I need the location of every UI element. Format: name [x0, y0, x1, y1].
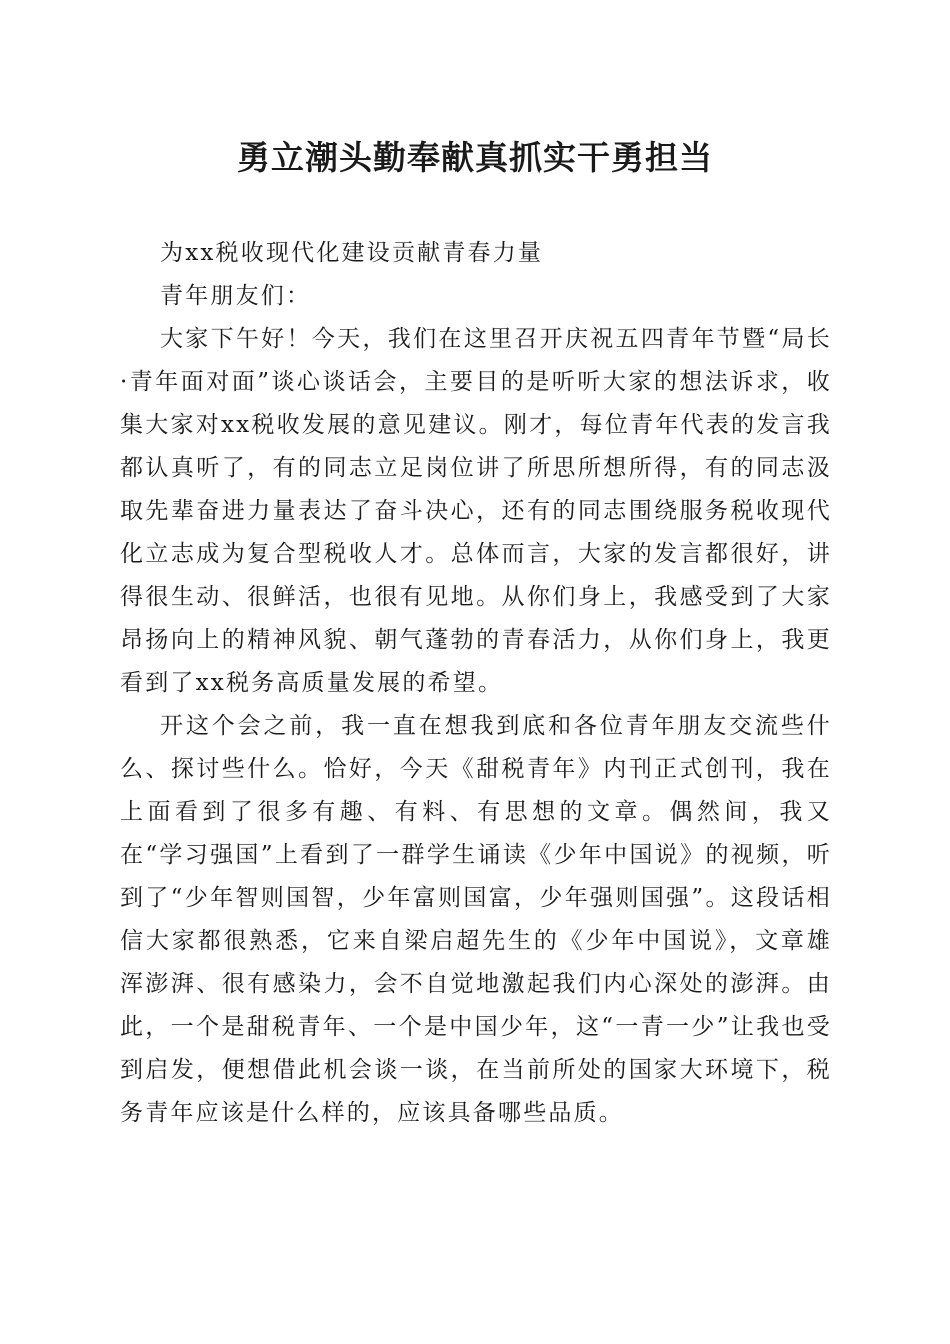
document-body	[120, 232, 832, 1135]
subtitle-line: 为xx税收现代化建设贡献青春力量	[160, 240, 544, 266]
body-paragraph-1: 大家下午好！今天，我们在这里召开庆祝五四青年节暨“局长·青年面对面”谈心谈话会，主要目的是听听大家的想法诉求，收集大家对xx税收发展的意见建议。刚才，每位青年代表的发言我都认真听了，有的同志立足岗位讲了所思所想所得，有的同志汲取先辈奋进力量表达了奋斗决心，还有的同志围绕服务税收现代化立志成为复合型税收人才。总体而言，大家的发言都很好，讲得很生动、很鲜活，也很有见地。从你们身上，我感受到了大家昂扬向上的精神风貌、朝气蓬勃的青春活力，从你们身上，我更看到了xx税务高质量发展的希望。	[120, 326, 832, 696]
body-paragraph-2: 开这个会之前，我一直在想我到底和各位青年朋友交流些什么、探讨些什么。恰好，今天《甜税青年》内刊正式创刊，我在上面看到了很多有趣、有料、有思想的文章。偶然间，我又在“学习强国”上看到了一群学生诵读《少年中国说》的视频，听到了“少年智则国智，少年富则国富，少年强则国强”。这段话相信大家都很熟悉，它来自梁启超先生的《少年中国说》，文章雄浑澎湃、很有感染力，会不自觉地激起我们内心深处的澎湃。由此，一个是甜税青年、一个是中国少年，这“一青一少”让我也受到启发，便想借此机会谈一谈，在当前所处的国家大环境下，税务青年应该是什么样的，应该具备哪些品质。	[120, 713, 832, 1126]
salutation-line: 青年朋友们：	[160, 283, 312, 309]
document-title: 勇立潮头勤奉献真抓实干勇担当	[237, 138, 713, 177]
